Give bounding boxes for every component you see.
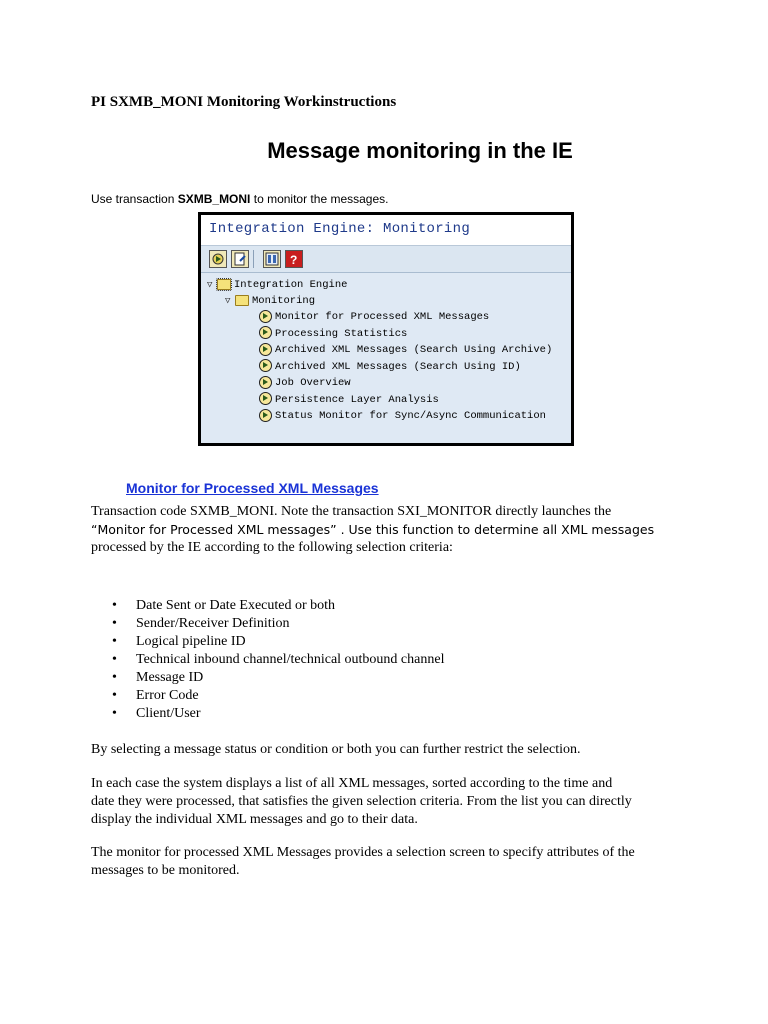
toolbar-separator bbox=[253, 250, 254, 268]
sap-toolbar bbox=[201, 246, 571, 273]
execute-icon bbox=[259, 359, 272, 372]
intro-text: Use transaction SXMB_MONI to monitor the messages. bbox=[91, 192, 389, 206]
tree-item[interactable]: Archived XML Messages (Search Using ID) bbox=[259, 359, 521, 375]
edit-icon[interactable] bbox=[231, 250, 249, 268]
paragraph-intro: Transaction code SXMB_MONI. Note the transaction SXI_MONITOR directly launches the “Monitor for Processed XML messages” . Use this function to determine all XML messages processed by the IE according to the following selection criteria: bbox=[91, 504, 655, 555]
tree-item[interactable]: Status Monitor for Sync/Async Communication bbox=[259, 408, 546, 424]
page-heading: Message monitoring in the IE bbox=[267, 138, 573, 163]
expand-triangle-icon[interactable]: ▽ bbox=[225, 296, 231, 306]
tree-node-monitoring[interactable]: ▽ Monitoring bbox=[225, 295, 316, 307]
sap-window-title: Integration Engine: Monitoring bbox=[209, 221, 471, 237]
tree-item[interactable]: Job Overview bbox=[259, 375, 351, 391]
list-item: • Sender/Receiver Definition bbox=[136, 616, 290, 632]
tree-root[interactable]: ▽ Integration Engine bbox=[207, 279, 348, 291]
execute-icon bbox=[259, 376, 272, 389]
tree-item[interactable]: Processing Statistics bbox=[259, 326, 407, 342]
list-item: • Logical pipeline ID bbox=[136, 634, 246, 650]
execute-icon bbox=[259, 392, 272, 405]
expand-triangle-icon[interactable]: ▽ bbox=[207, 280, 213, 290]
svg-text:?: ? bbox=[290, 253, 298, 267]
paragraph-selection-screen: The monitor for processed XML Messages provides a selection screen to specify attributes of the messages to be monitored. bbox=[91, 845, 635, 878]
list-item: • Date Sent or Date Executed or both bbox=[136, 598, 335, 614]
sap-monitoring-screenshot bbox=[198, 212, 574, 446]
paragraph-results: In each case the system displays a list of all XML messages, sorted according to the time and date they were processed, that satisfies the given selection criteria. From the list you can directly display the individual XML messages and go to their data. bbox=[91, 776, 632, 827]
tree-item[interactable]: Persistence Layer Analysis bbox=[259, 392, 439, 408]
sap-tree bbox=[201, 273, 571, 443]
execute-icon bbox=[259, 326, 272, 339]
paragraph-restrict: By selecting a message status or condition or both you can further restrict the selection. bbox=[91, 742, 581, 757]
folder-icon bbox=[217, 279, 231, 290]
list-item: • Error Code bbox=[136, 688, 199, 704]
execute-icon bbox=[259, 343, 272, 356]
settings-icon[interactable] bbox=[263, 250, 281, 268]
tree-item[interactable]: Monitor for Processed XML Messages bbox=[259, 309, 489, 325]
tree-item[interactable]: Archived XML Messages (Search Using Archive) bbox=[259, 342, 552, 358]
document-title: PI SXMB_MONI Monitoring Workinstructions bbox=[91, 94, 397, 110]
sap-window-title-bar bbox=[201, 215, 571, 246]
monitor-section-link[interactable]: Monitor for Processed XML Messages bbox=[126, 480, 379, 496]
execute-icon[interactable] bbox=[209, 250, 227, 268]
list-item: • Message ID bbox=[136, 670, 203, 686]
execute-icon bbox=[259, 409, 272, 422]
execute-icon bbox=[259, 310, 272, 323]
open-folder-icon bbox=[235, 295, 249, 306]
list-item: • Technical inbound channel/technical outbound channel bbox=[136, 652, 444, 668]
list-item: • Client/User bbox=[136, 706, 201, 722]
transaction-code: SXMB_MONI bbox=[177, 192, 251, 206]
help-icon[interactable] bbox=[285, 250, 303, 268]
